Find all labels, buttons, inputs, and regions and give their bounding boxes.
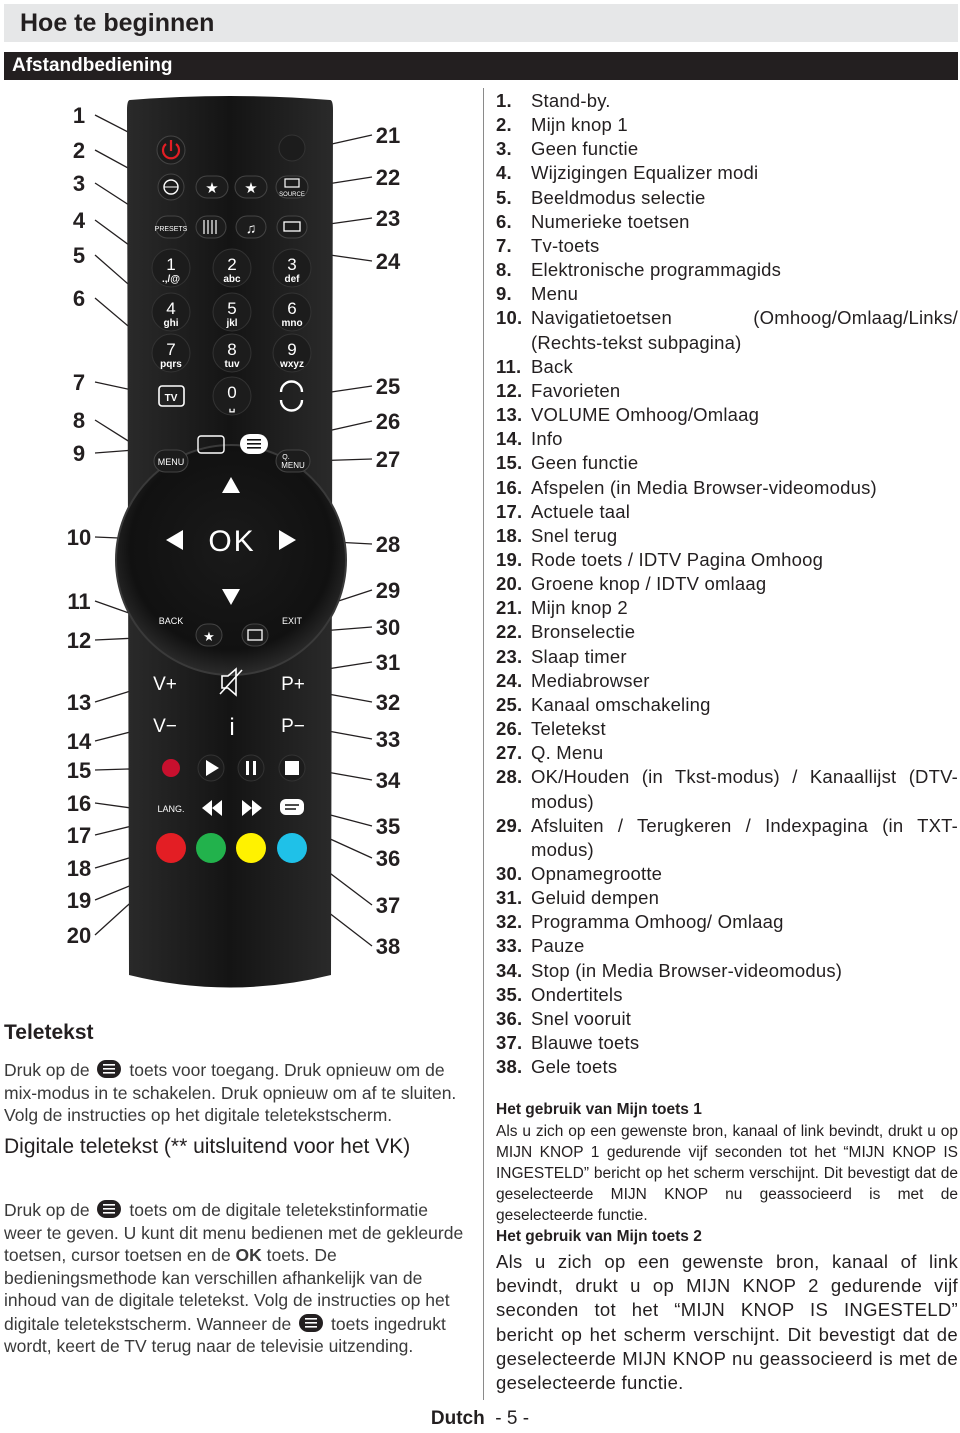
remote-control-illustration <box>0 80 470 1000</box>
callout-number: 17 <box>66 823 92 848</box>
list-item-number: 38. <box>496 1056 523 1078</box>
callout-number: 5 <box>72 243 86 268</box>
lang-label: LANG. <box>157 804 185 814</box>
subtitle-button <box>280 799 304 815</box>
callout-number: 9 <box>72 441 86 466</box>
list-item-number: 14. <box>496 428 523 450</box>
digital-teletext-paragraph <box>4 1198 468 1358</box>
callout-number: 11 <box>67 589 91 614</box>
digit-letters: jkl <box>226 318 238 329</box>
list-item-number: 30. <box>496 863 523 884</box>
record-button <box>162 759 180 777</box>
list-item <box>496 161 958 185</box>
list-item-number: 33. <box>496 935 523 957</box>
callout-number: 26 <box>375 409 401 434</box>
list-item <box>496 1031 958 1055</box>
callout-number: 13 <box>66 690 92 715</box>
callout-number: 33 <box>375 727 401 752</box>
list-item-text: Rode toets / IDTV Pagina Omhoog <box>531 548 824 570</box>
list-item <box>496 983 958 1007</box>
digit-letters: mno <box>281 318 303 329</box>
list-item <box>496 814 958 862</box>
callout-number: 12 <box>66 628 92 653</box>
callout-number: 25 <box>375 374 401 399</box>
favorite-icon: ★ <box>203 629 215 644</box>
my-button-1-heading: Het gebruik van Mijn toets 1 <box>496 1101 702 1118</box>
vol-up-label: V+ <box>153 674 177 695</box>
list-item-number: 17. <box>496 500 523 522</box>
list-item-number: 11. <box>496 355 522 377</box>
callout-number: 36 <box>375 846 401 871</box>
list-item-text: Afsluiten / Terugkeren / Indexpagina (in TXT-modus) <box>531 814 958 860</box>
digital-teletext-heading: Digitale teletekst (** uitsluitend voor het VK) <box>4 1135 411 1158</box>
callout-number: 24 <box>375 249 401 274</box>
callout-number: 1 <box>72 103 86 128</box>
callout-number: 34 <box>375 768 401 793</box>
list-item-text: Slaap timer <box>531 645 627 667</box>
list-item <box>496 403 958 427</box>
list-item-text: Blauwe toets <box>531 1032 640 1054</box>
list-item-text: Navigatietoetsen (Omhoog/Omlaag/Links/ (Rechts-tekst subpagina) <box>531 307 958 353</box>
list-item-text: Numerieke toetsen <box>531 210 690 232</box>
callout-number: 31 <box>375 650 401 675</box>
callout-number: 20 <box>66 923 92 948</box>
list-item <box>496 910 958 934</box>
list-item-text: Afspelen (in Media Browser-videomodus) <box>531 476 877 498</box>
page-title: Hoe te beginnen <box>20 9 215 37</box>
callout-number: 38 <box>375 934 401 959</box>
digit-letters: ␣ <box>228 402 236 413</box>
list-item-text: Kanaal omschakeling <box>531 693 711 715</box>
callout-number: 28 <box>375 532 401 557</box>
list-item-number: 1. <box>496 90 512 111</box>
digit-letters: wxyz <box>280 359 304 370</box>
list-item <box>496 693 958 717</box>
digit-letters: abc <box>223 274 241 285</box>
stop-icon <box>285 761 299 775</box>
callout-number: 16 <box>66 791 92 816</box>
callout-number: 3 <box>72 171 86 196</box>
presets-label: PRESETS <box>154 226 188 233</box>
list-item <box>496 500 958 524</box>
callout-leader <box>330 255 372 261</box>
list-item-text: Wijzigingen Equalizer modi <box>531 162 759 184</box>
list-item <box>496 524 958 548</box>
pause-icon <box>246 761 249 775</box>
list-item-text: Mijn knop 2 <box>531 597 628 619</box>
picture-size-button <box>242 624 268 646</box>
list-item <box>496 1055 958 1079</box>
list-item <box>496 379 958 403</box>
callout-number: 2 <box>72 138 86 163</box>
dtt-text-b: toets om de digitale teletekstinformatie weer te geven. U kunt dit menu bedienen met de gekleurde toetsen, cursor toetsen en de <box>4 1200 464 1265</box>
teletext-icon-line <box>247 443 261 445</box>
teletext-text-a: Druk op de <box>4 1060 90 1080</box>
list-item-number: 29. <box>496 814 523 836</box>
list-item <box>496 1007 958 1031</box>
star-icon: ★ <box>244 180 258 197</box>
callout-number: 10 <box>66 525 92 550</box>
list-item-number: 27. <box>496 742 523 764</box>
callout-number: 22 <box>375 165 401 190</box>
digit-label: 2 <box>227 255 237 274</box>
button-function-list <box>496 89 958 1079</box>
list-item <box>496 620 958 644</box>
list-item-text: Teletekst <box>531 718 606 740</box>
list-item <box>496 645 958 669</box>
callout-number: 21 <box>375 123 401 148</box>
digit-letters: pqrs <box>160 359 182 370</box>
callout-number: 14 <box>66 729 92 754</box>
my-button-2-text: Als u zich op een gewenste bron, kanaal of link bevindt, drukt u op MIJN KNOP 2 gedurende vijf seconden tot het “MIJN KNOP IS INGESTELD” bericht op het scherm verschijnt. Dit bevestigt dat de geselecteerde MIJN KNOP nu geassocieerd is met de geselecteerde functie. <box>496 1251 958 1394</box>
list-item <box>496 717 958 741</box>
list-item-text: Menu <box>531 283 579 305</box>
list-item <box>496 741 958 765</box>
list-item-number: 37. <box>496 1032 523 1054</box>
music-icon: ♫ <box>245 220 257 236</box>
list-item-number: 26. <box>496 718 523 740</box>
digit-label: 9 <box>287 340 297 359</box>
digit-label: 7 <box>166 340 176 359</box>
yellow-button <box>236 833 266 863</box>
list-item-text: Bronselectie <box>531 621 636 643</box>
list-item-number: 13. <box>496 404 523 426</box>
list-item-text: Actuele taal <box>531 500 631 522</box>
list-item <box>496 572 958 596</box>
page-footer <box>0 1408 960 1430</box>
callout-number: 15 <box>66 758 92 783</box>
list-item <box>496 113 958 137</box>
list-item <box>496 355 958 379</box>
list-item-number: 4. <box>496 162 512 184</box>
list-item-number: 15. <box>496 452 523 474</box>
digit-label: 5 <box>227 299 237 318</box>
tv-label: TV <box>164 393 178 404</box>
list-item-text: Gele toets <box>531 1056 618 1078</box>
list-item-number: 7. <box>496 234 512 256</box>
equalizer-button <box>196 216 226 238</box>
list-item-number: 35. <box>496 983 523 1005</box>
list-item-number: 31. <box>496 887 523 909</box>
exit-label: EXIT <box>281 616 303 626</box>
callout-number: 6 <box>72 286 86 311</box>
red-button <box>156 833 186 863</box>
list-item-number: 22. <box>496 621 523 643</box>
list-item <box>496 210 958 234</box>
ok-word: OK <box>235 1245 262 1265</box>
list-item-text: OK/Houden (in Tkst-modus) / Kanaallijst (DTV-modus) <box>531 766 958 812</box>
list-item-number: 5. <box>496 186 512 208</box>
digit-label: 1 <box>166 255 176 274</box>
footer-page-number: - 5 - <box>495 1408 530 1429</box>
list-item <box>496 596 958 620</box>
list-item-text: Beeldmodus selectie <box>531 186 706 208</box>
star-icon: ★ <box>205 180 219 197</box>
list-item <box>496 862 958 886</box>
digit-letters: .,/@ <box>161 274 181 285</box>
list-item-text: Elektronische programmagids <box>531 259 782 281</box>
teletext-heading: Teletekst <box>4 1021 94 1044</box>
list-item <box>496 765 958 813</box>
list-item-number: 19. <box>496 548 523 570</box>
list-item-text: Geluid dempen <box>531 887 660 909</box>
list-item-number: 20. <box>496 573 523 595</box>
vol-down-label: V− <box>153 716 177 737</box>
callout-number: 4 <box>72 208 86 233</box>
prog-up-label: P+ <box>281 674 305 695</box>
list-item-text: Pauze <box>531 935 585 957</box>
menu-label: MENU <box>157 457 185 467</box>
teletext-icon-line <box>247 447 261 449</box>
unused-button <box>279 135 305 161</box>
list-item-text: Geen functie <box>531 452 639 474</box>
list-item <box>496 934 958 958</box>
digit-label: 3 <box>287 255 297 274</box>
teletext-text-b: toets voor toegang. Druk opnieuw om de mix-modus in te schakelen. Druk opnieuw om af te sluiten. Volg de instructies op het digitale teletekstscherm. <box>4 1060 457 1125</box>
list-item-number: 34. <box>496 959 523 981</box>
list-item-number: 16. <box>496 476 523 498</box>
teletext-icon <box>296 1312 326 1334</box>
list-item-number: 32. <box>496 911 523 933</box>
pause-icon <box>253 761 256 775</box>
list-item <box>496 306 958 354</box>
ok-label: OK <box>208 525 256 558</box>
my-button-1-text: Als u zich op een gewenste bron, kanaal of link bevindt, drukt u op MIJN KNOP 1 gedurende vijf seconden tot het “MIJN KNOP IS INGESTELD” bericht op het scherm verschijnt. Dit bevestigt dat de geselecteerde MIJN KNOP nu geassocieerd is met de geselecteerde functie. <box>496 1123 958 1224</box>
digit-letters: ghi <box>163 318 179 329</box>
callout-number: 29 <box>375 578 401 603</box>
list-item <box>496 234 958 258</box>
list-item-text: Favorieten <box>531 379 621 401</box>
list-item-text: Snel vooruit <box>531 1007 632 1029</box>
callout-number: 32 <box>375 690 401 715</box>
callout-number: 30 <box>375 615 401 640</box>
qmenu-q-label: Q. <box>282 454 290 461</box>
digit-label: 4 <box>166 299 176 318</box>
column-divider <box>483 88 484 1400</box>
callout-number: 35 <box>375 814 401 839</box>
sleep-button <box>277 216 307 238</box>
list-item <box>496 476 958 500</box>
callout-number: 27 <box>375 447 401 472</box>
list-item <box>496 89 958 113</box>
digit-label: 8 <box>227 340 237 359</box>
list-item <box>496 548 958 572</box>
list-item-number: 8. <box>496 259 512 281</box>
list-item-number: 28. <box>496 766 523 788</box>
info-label: i <box>229 714 235 741</box>
dtt-text-a: Druk op de <box>4 1200 90 1220</box>
list-item <box>496 959 958 983</box>
list-item-text: VOLUME Omhoog/Omlaag <box>531 404 760 426</box>
callout-number: 8 <box>72 408 86 433</box>
teletext-icon-line <box>247 439 261 441</box>
digit-label: 0 <box>227 383 237 402</box>
list-item <box>496 282 958 306</box>
teletext-icon <box>94 1058 124 1080</box>
list-item <box>496 258 958 282</box>
footer-language: Dutch <box>430 1408 485 1429</box>
list-item-number: 12. <box>496 379 523 401</box>
list-item-text: Stand-by. <box>531 90 611 111</box>
list-item-text: Mijn knop 1 <box>531 114 628 136</box>
list-item-text: Tv-toets <box>531 234 600 256</box>
list-item-text: Stop (in Media Browser-videomodus) <box>531 959 843 981</box>
digit-letters: tuv <box>224 359 240 370</box>
qmenu-label: MENU <box>281 461 305 470</box>
dtt-text-d: toets ingedrukt wordt, keert de TV terug naar de televisie uitzending. <box>4 1313 446 1356</box>
callout-number: 7 <box>72 370 86 395</box>
prog-down-label: P− <box>281 716 305 737</box>
list-item-text: Info <box>531 428 563 450</box>
list-item-text: Programma Omhoog/ Omlaag <box>531 911 784 933</box>
dtt-text-c: toets. De bedieningsmethode kan verschillen afhankelijk van de inhoud van de digitale teletekst. Volg de instructies op het digitale teletekstscherm. Wanneer de <box>4 1245 450 1334</box>
list-item-text: Opnamegrootte <box>531 863 663 884</box>
list-item <box>496 451 958 475</box>
list-item-number: 9. <box>496 283 512 305</box>
list-item-text: Groene knop / IDTV omlaag <box>531 573 767 595</box>
list-item-number: 18. <box>496 524 523 546</box>
teletext-paragraph <box>4 1058 468 1127</box>
callout-number: 23 <box>375 206 401 231</box>
my-button-2-heading: Het gebruik van Mijn toets 2 <box>496 1228 702 1245</box>
teletext-icon <box>94 1198 124 1220</box>
list-item <box>496 186 958 210</box>
list-item-number: 2. <box>496 114 512 136</box>
list-item-text: Mediabrowser <box>531 669 650 691</box>
section-title: Afstandbediening <box>12 55 173 76</box>
pause-button <box>238 755 264 781</box>
list-item <box>496 427 958 451</box>
list-item-text: Back <box>531 355 573 377</box>
list-item-number: 10. <box>496 307 523 329</box>
list-item-number: 23. <box>496 645 523 667</box>
list-item-text: Q. Menu <box>531 742 604 764</box>
list-item <box>496 137 958 161</box>
back-label: BACK <box>158 616 184 626</box>
source-label: SOURCE <box>279 192 305 198</box>
digit-label: 6 <box>287 299 297 318</box>
list-item-number: 25. <box>496 693 523 715</box>
list-item-text: Snel terug <box>531 524 618 546</box>
list-item-number: 3. <box>496 138 512 160</box>
list-item-number: 24. <box>496 669 523 691</box>
callout-number: 18 <box>66 856 92 881</box>
callout-number: 37 <box>375 893 401 918</box>
list-item-number: 36. <box>496 1007 523 1029</box>
list-item-number: 6. <box>496 210 512 232</box>
callout-number: 19 <box>66 888 92 913</box>
list-item-number: 21. <box>496 597 523 619</box>
list-item-text: Ondertitels <box>531 983 623 1005</box>
green-button <box>196 833 226 863</box>
list-item-text: Geen functie <box>531 138 639 160</box>
digit-letters: def <box>284 274 300 285</box>
list-item <box>496 669 958 693</box>
blue-button <box>277 833 307 863</box>
list-item <box>496 886 958 910</box>
